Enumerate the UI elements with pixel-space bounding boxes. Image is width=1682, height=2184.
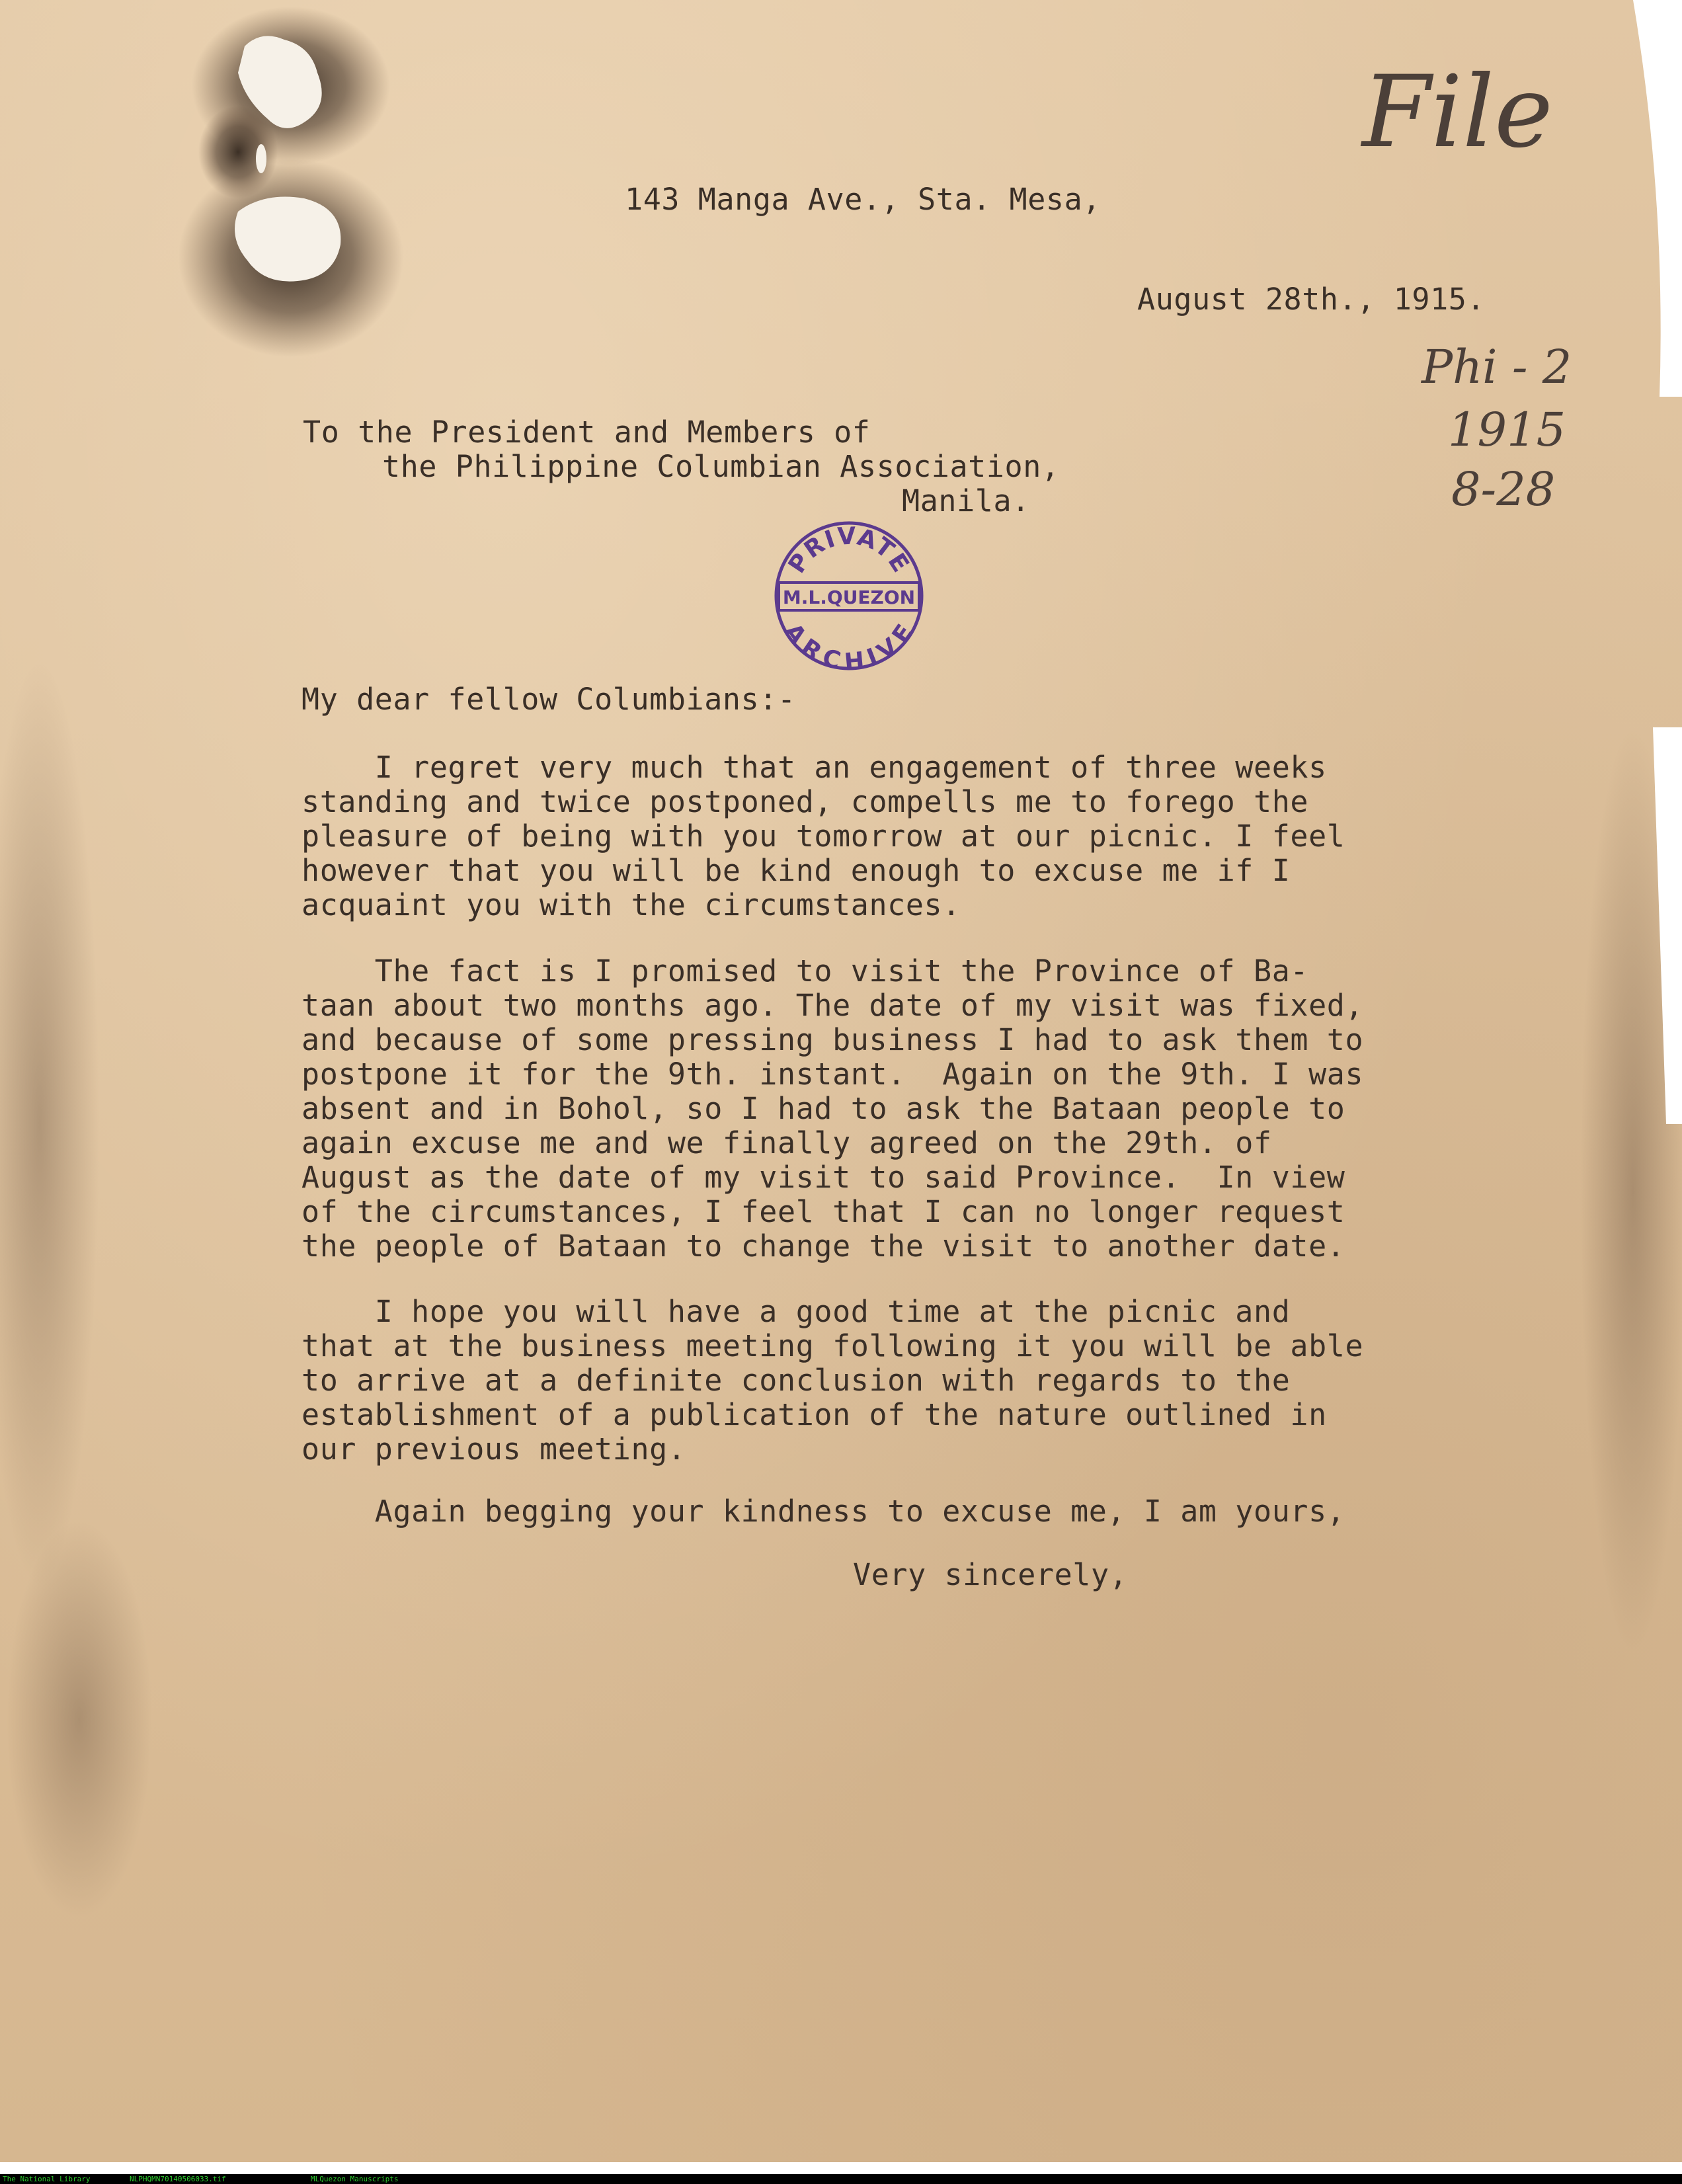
stain-left-edge: [0, 661, 99, 1587]
body-line: absent and in Bohol, so I had to ask the Bataan people to: [301, 1091, 1345, 1126]
footer-image-file: NLPHQMN70140506033.tif: [130, 2175, 226, 2183]
body-line: August as the date of my visit to said Province. In view: [301, 1160, 1345, 1195]
stamp-middle-text: M.L.QUEZON: [782, 586, 916, 608]
body-line: to arrive at a definite conclusion with regards to the: [301, 1363, 1291, 1398]
recipient-line: Manila.: [902, 483, 1030, 518]
body-line: and because of some pressing business I had to ask them to: [301, 1022, 1364, 1057]
archive-stamp: [772, 519, 926, 672]
handwritten-ref-line: 8-28: [1451, 462, 1556, 516]
body-line: I regret very much that an engagement of three weeks: [301, 750, 1327, 785]
body-line: again excuse me and we finally agreed on the 29th. of: [301, 1125, 1272, 1160]
body-line: pleasure of being with you tomorrow at our picnic. I feel: [301, 819, 1345, 854]
handwritten-file-note: File: [1362, 55, 1553, 170]
handwritten-ref-line: Phi - 2: [1422, 340, 1572, 394]
recipient-line: the Philippine Columbian Association,: [382, 449, 1060, 484]
stain-lower-left: [7, 1521, 152, 1918]
body-line: postpone it for the 9th. instant. Again on the 9th. I was: [301, 1057, 1364, 1092]
body-line: Again begging your kindness to excuse me, I am yours,: [301, 1494, 1345, 1529]
handwritten-ref-line: 1915: [1448, 403, 1566, 457]
body-line: I hope you will have a good time at the picnic and: [301, 1294, 1291, 1329]
body-line: taan about two months ago. The date of my visit was fixed,: [301, 988, 1364, 1023]
body-line: the people of Bataan to change the visit to another date.: [301, 1229, 1345, 1264]
body-line: standing and twice postponed, compells me to forego the: [301, 784, 1309, 819]
letter-date: August 28th., 1915.: [1137, 282, 1486, 317]
body-line: our previous meeting.: [301, 1432, 686, 1467]
burn-hole-small: [256, 144, 266, 173]
body-line: establishment of a publication of the nature outlined in: [301, 1397, 1327, 1432]
stamp-bottom-text: ARCHIVE: [778, 618, 920, 672]
body-line: that at the business meeting following it you will be able: [301, 1328, 1364, 1363]
torn-right-edge: [1633, 0, 1682, 397]
stamp-top-text: PRIVATE: [783, 522, 915, 579]
closing: Very sincerely,: [853, 1557, 1128, 1592]
body-line: of the circumstances, I feel that I can no longer request: [301, 1194, 1345, 1229]
recipient-line: To the President and Members of: [303, 415, 871, 450]
body-line: The fact is I promised to visit the Province of Ba-: [301, 953, 1309, 989]
footer-collection: MLQuezon Manuscripts: [311, 2175, 399, 2183]
body-line: acquaint you with the circumstances.: [301, 887, 961, 922]
scan-footer-bar: [0, 2174, 1682, 2184]
sender-address: 143 Manga Ave., Sta. Mesa,: [625, 182, 1101, 217]
footer-institution: The National Library: [3, 2175, 91, 2183]
salutation: My dear fellow Columbians:-: [301, 682, 796, 717]
body-line: however that you will be kind enough to excuse me if I: [301, 853, 1291, 888]
